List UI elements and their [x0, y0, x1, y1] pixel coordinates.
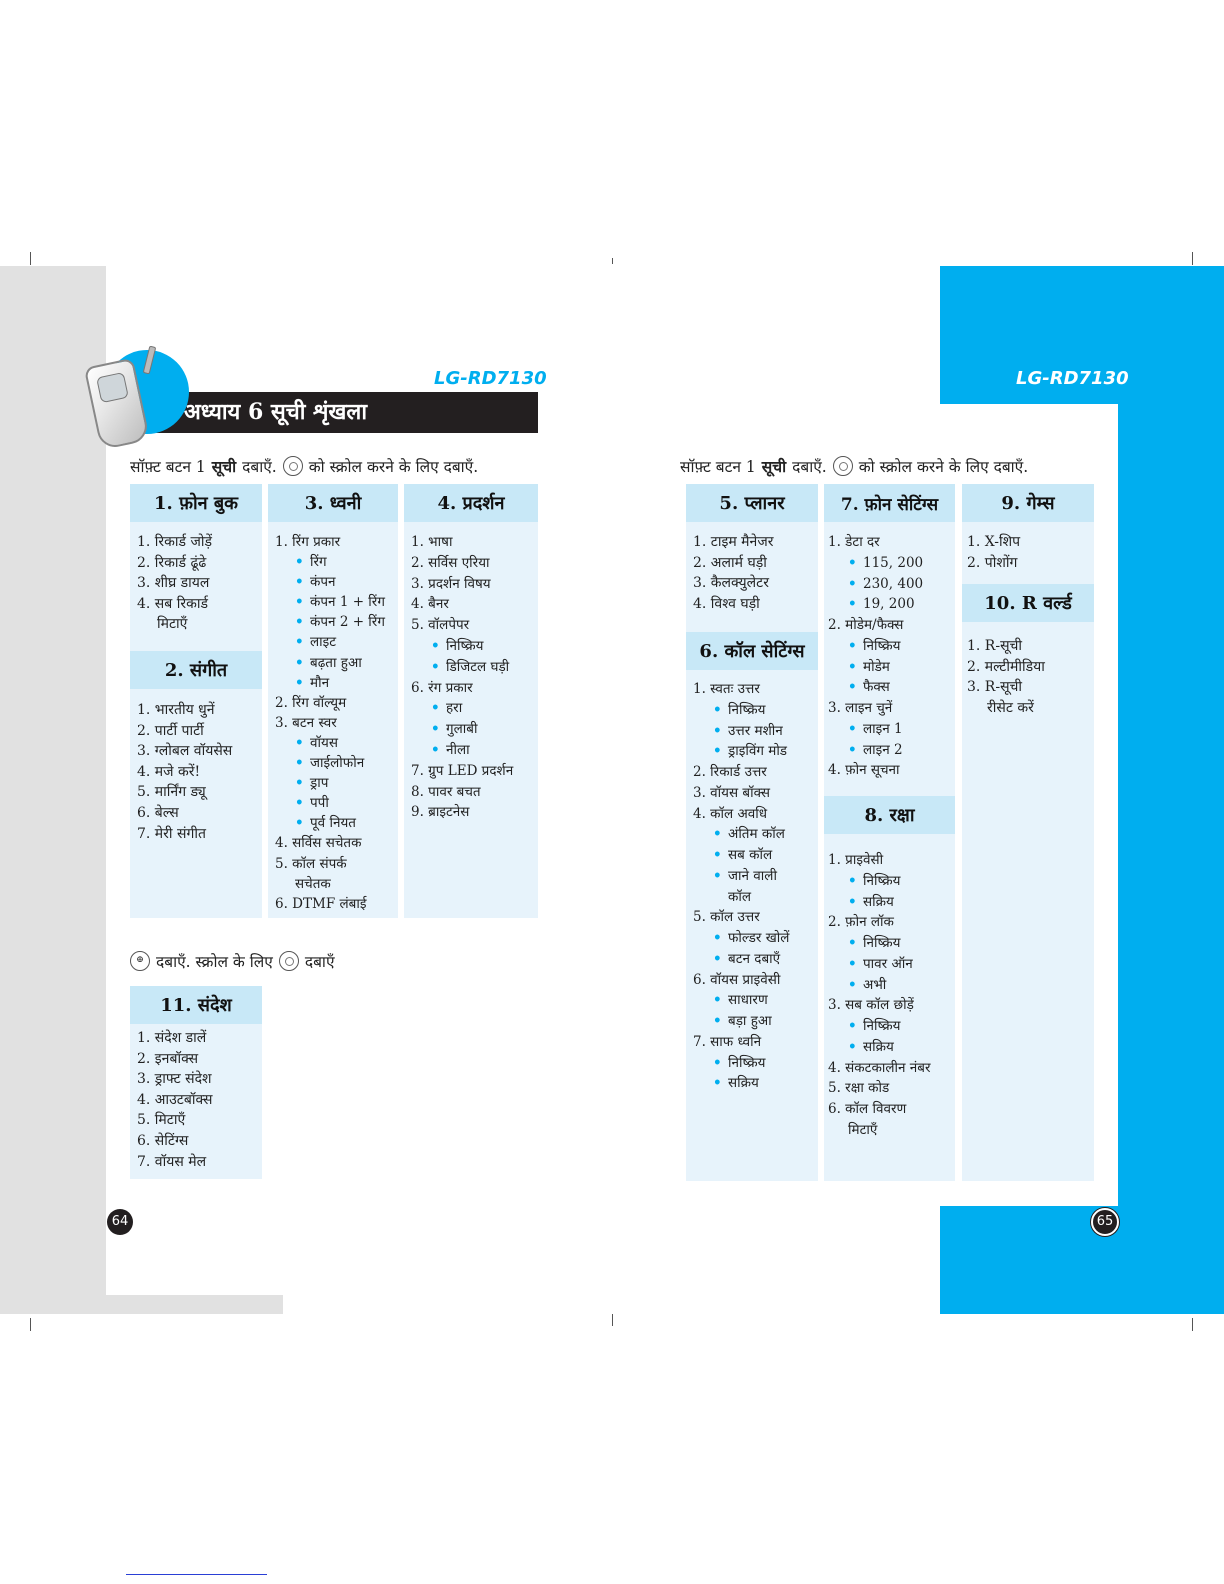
- list-item: 2. रिकार्ड उत्तर: [693, 764, 767, 780]
- list-item: 2. फ़ोन लॉक: [828, 914, 894, 931]
- intro-text: को स्क्रोल करने के लिए दबाएँ.: [858, 458, 1029, 476]
- menu-header-phonebook: 1. फ़ोन बुक: [130, 484, 262, 522]
- menu-header-r-world: 10. R वर्ल्ड: [962, 584, 1094, 622]
- sub-item: • सक्रिय: [848, 893, 894, 910]
- list-item: 3. लाइन चुनें: [828, 700, 893, 716]
- sub-item: • जाने वाली: [713, 867, 777, 884]
- menu-header-call-settings: 6. कॉल सेटिंग्स: [686, 632, 818, 670]
- intro-text: दबाएँ: [304, 953, 335, 971]
- sub-item: • सब कॉल: [713, 847, 773, 863]
- messages-list: [137, 1028, 212, 1172]
- menu-header-phone-settings: 7. फ़ोन सेटिंग्स: [824, 484, 955, 522]
- games-list: [967, 532, 1020, 573]
- sub-item: • सक्रिय: [713, 1075, 759, 1092]
- sub-item: • कंपन: [295, 574, 336, 591]
- sub-item: • अभी: [848, 976, 887, 993]
- list-item: 3. बटन स्वर: [275, 714, 337, 731]
- list-item: 5. रक्षा कोड: [828, 1080, 890, 1097]
- chapter-title: [130, 392, 538, 433]
- sub-item: • सक्रिय: [848, 1038, 894, 1055]
- sub-item: • अंतिम कॉल: [713, 826, 785, 843]
- sub-item: • बटन दबाएँ: [713, 950, 781, 967]
- list-item: 1. भाषा: [411, 534, 453, 550]
- page-number-left: 64: [107, 1209, 133, 1235]
- sub-item: • फोल्डर खोलें: [713, 930, 790, 946]
- menu-header-sound: 3. ध्वनी: [268, 484, 398, 522]
- list-item: 1. भारतीय धुनें: [137, 702, 215, 718]
- sub-item: • लाइन 1: [848, 720, 903, 737]
- list-item-continued: मिटाएँ: [848, 1121, 878, 1138]
- list-item: 3. R-सूची: [967, 679, 1023, 696]
- list-item: 2. पोशोंग: [967, 554, 1018, 571]
- list-item: 5. वॉलपेपर: [411, 617, 470, 634]
- menu-header-planner: 5. प्लानर: [686, 484, 818, 522]
- sub-item: • पूर्व नियत: [295, 815, 356, 832]
- sub-item: • गुलाबी: [431, 721, 478, 738]
- sub-item: • 19, 200: [848, 596, 915, 613]
- list-item: 7. ग्रुप LED प्रदर्शन: [411, 762, 514, 779]
- sub-item: • ड्राप: [295, 775, 329, 792]
- sub-item: • बड़ा हुआ: [713, 1013, 772, 1029]
- list-item: 4. विश्व घड़ी: [693, 595, 760, 612]
- intro-text: दबाएँ. स्क्रोल के लिए: [156, 953, 273, 971]
- list-item: 3. प्रदर्शन विषय: [411, 575, 491, 592]
- list-item: 2. मोडेम/फैक्स: [828, 617, 904, 633]
- list-item: 9. ब्राइटनेस: [411, 804, 470, 821]
- list-item-continued: मिटाएँ: [157, 616, 188, 633]
- crop-mark: [1192, 252, 1193, 265]
- r-world-list: [967, 636, 1045, 718]
- list-item: 1. टाइम मैनेजर: [693, 534, 774, 550]
- sub-item: • बढ़ता हुआ: [295, 654, 362, 671]
- list-item: 3. ग्लोबल वॉयसेस: [137, 743, 233, 760]
- sub-item: • उत्तर मशीन: [713, 722, 783, 739]
- menu-header-games: 9. गेम्स: [962, 484, 1094, 522]
- list-item: 6. सेटिंग्स: [137, 1132, 189, 1149]
- list-item: 1. रिंग प्रकार: [275, 534, 341, 550]
- menu-header-music: 2. संगीत: [130, 651, 262, 689]
- phonebook-list: [137, 532, 212, 635]
- sub-item: • निष्क्रिय: [848, 872, 901, 889]
- list-item: 1. संदेश डालें: [137, 1030, 207, 1046]
- list-item: 1. डेटा दर: [828, 534, 880, 550]
- intro-instruction-left: [130, 455, 478, 477]
- sub-item: • मौन: [295, 674, 330, 691]
- crop-mark: [612, 258, 613, 264]
- security-list: [828, 850, 931, 1141]
- intro-text: दबाएँ.: [242, 458, 277, 476]
- list-item: 4. मजे करें!: [137, 763, 201, 780]
- list-item: 2. अलार्म घड़ी: [693, 554, 767, 571]
- list-item: 4. सर्विस सचेतक: [275, 835, 362, 852]
- list-item: 2. मल्टीमीडिया: [967, 658, 1045, 675]
- list-item: 6. वॉयस प्राइवेसी: [693, 971, 781, 988]
- list-item: 5. मिटाएँ: [137, 1112, 186, 1129]
- list-item: 1. R-सूची: [967, 638, 1023, 654]
- list-item: 8. पावर बचत: [411, 783, 481, 800]
- model-name-right: LG-RD7130: [1016, 368, 1129, 389]
- list-item: 5. मार्निंग ड्यू: [137, 784, 206, 801]
- list-item: 5. कॉल उत्तर: [693, 909, 760, 926]
- navigation-key-icon: [283, 456, 303, 476]
- list-item: 4. बैनर: [411, 596, 449, 613]
- list-item: 1. X-शिप: [967, 534, 1021, 550]
- sub-item: • साधारण: [713, 992, 768, 1009]
- sub-item-continued: कॉल: [728, 888, 752, 905]
- list-item: 2. रिंग वॉल्यूम: [275, 694, 347, 711]
- list-item: 1. स्वतः उत्तर: [693, 681, 760, 697]
- intro-instruction-right: [680, 455, 1028, 477]
- list-item: 3. वॉयस बॉक्स: [693, 784, 771, 801]
- navigation-key-icon: [833, 456, 853, 476]
- list-item: 3. सब कॉल छोड़ें: [828, 997, 914, 1014]
- intro-text: सॉफ़्ट बटन 1: [680, 458, 756, 476]
- footer-underline: [126, 1574, 267, 1575]
- sub-item: • हरा: [431, 700, 463, 717]
- crop-mark: [612, 1314, 613, 1326]
- sub-item: • निष्क्रिय: [713, 701, 766, 718]
- sub-item: • निष्क्रिय: [848, 1018, 901, 1034]
- list-item: 6. कॉल विवरण: [828, 1101, 907, 1117]
- music-list: [137, 700, 232, 844]
- intro-bold: सूची: [211, 457, 237, 476]
- sub-item: • लाइट: [295, 634, 337, 651]
- list-item: 7. वॉयस मेल: [137, 1153, 207, 1170]
- list-item: 3. ड्राफ्ट संदेश: [137, 1071, 212, 1088]
- sub-item: • मोडेम: [848, 658, 890, 675]
- list-item: 1. प्राइवेसी: [828, 852, 884, 868]
- sub-item: • कंपन 2 + रिंग: [295, 614, 385, 631]
- list-item: 4. आउटबॉक्स: [137, 1091, 213, 1108]
- list-item: 2. सर्विस एरिया: [411, 554, 490, 571]
- list-item: 7. मेरी संगीत: [137, 825, 206, 842]
- sub-item: • नीला: [431, 741, 470, 758]
- sub-item: • फैक्स: [848, 679, 890, 696]
- intro-bold: सूची: [761, 457, 787, 476]
- sub-item: • ड्राइविंग मोड: [713, 743, 788, 760]
- sub-item: • निष्क्रिय: [848, 637, 901, 654]
- menu-header-display: 4. प्रदर्शन: [404, 484, 538, 522]
- navigation-key-icon: [279, 951, 299, 971]
- menu-header-security: 8. रक्षा: [824, 796, 955, 834]
- list-item: 4. संकटकालीन नंबर: [828, 1059, 931, 1076]
- list-item: 3. शीघ्र डायल: [137, 575, 210, 592]
- sub-item: • निष्क्रिय: [713, 1054, 766, 1071]
- crop-mark: [30, 1318, 31, 1331]
- sub-item: • 230, 400: [848, 575, 924, 592]
- sub-item: • कंपन 1 + रिंग: [295, 594, 385, 611]
- sound-list: [275, 532, 385, 914]
- list-item: 6. DTMF लंबाई: [275, 895, 367, 912]
- round-key-icon: ⊕: [130, 951, 150, 971]
- crop-mark: [30, 252, 31, 265]
- list-item: 6. बेल्स: [137, 804, 179, 821]
- phone-screen: [96, 372, 129, 403]
- sub-item: • निष्क्रिय: [431, 637, 484, 654]
- list-item: 4. सब रिकार्ड: [137, 595, 208, 612]
- phone-settings-list: [828, 532, 923, 781]
- sub-item: • निष्क्रिय: [848, 935, 901, 951]
- list-item: 2. रिकार्ड ढूंढे: [137, 554, 207, 571]
- sub-item: • पावर ऑन: [848, 955, 913, 972]
- list-item: 2. पार्टी पार्टी: [137, 722, 204, 739]
- planner-list: [693, 532, 773, 614]
- intro-text: दबाएँ.: [792, 458, 827, 476]
- menu-header-messages: 11. संदेश: [130, 986, 262, 1024]
- page-number-right: 65: [1091, 1208, 1119, 1236]
- intro-instruction-messages: [130, 950, 335, 972]
- call-settings-list: [693, 679, 789, 1094]
- list-item: 4. फ़ोन सूचना: [828, 762, 900, 779]
- model-name-left: LG-RD7130: [434, 368, 547, 389]
- sub-item: • जाईलोफोन: [295, 755, 365, 772]
- sub-item: • 115, 200: [848, 554, 924, 571]
- list-item: 6. रंग प्रकार: [411, 679, 473, 696]
- intro-text: को स्क्रोल करने के लिए दबाएँ.: [308, 458, 479, 476]
- sub-item: • लाइन 2: [848, 741, 903, 758]
- crop-mark: [1192, 1318, 1193, 1331]
- list-item-continued: रीसेट करें: [987, 699, 1034, 716]
- list-item-continued: सचेतक: [295, 875, 331, 892]
- list-item: 5. कॉल संपर्क: [275, 855, 347, 872]
- sub-item: • डिजिटल घड़ी: [431, 658, 510, 675]
- sub-item: • पपी: [295, 795, 329, 812]
- list-item: 1. रिकार्ड जोड़ें: [137, 534, 212, 550]
- list-item: 2. इनबॉक्स: [137, 1050, 199, 1067]
- list-item: 4. कॉल अवधि: [693, 805, 768, 822]
- list-item: 7. साफ ध्वनि: [693, 1033, 762, 1050]
- list-item: 3. कैलक्युलेटर: [693, 575, 769, 592]
- intro-text: सॉफ़्ट बटन 1: [130, 458, 206, 476]
- sub-item: • वॉयस: [295, 734, 338, 751]
- display-list: [411, 532, 513, 823]
- sub-item: • रिंग: [295, 554, 327, 571]
- chapter-title-text: अध्याय 6 सूची शृंखला: [184, 399, 368, 425]
